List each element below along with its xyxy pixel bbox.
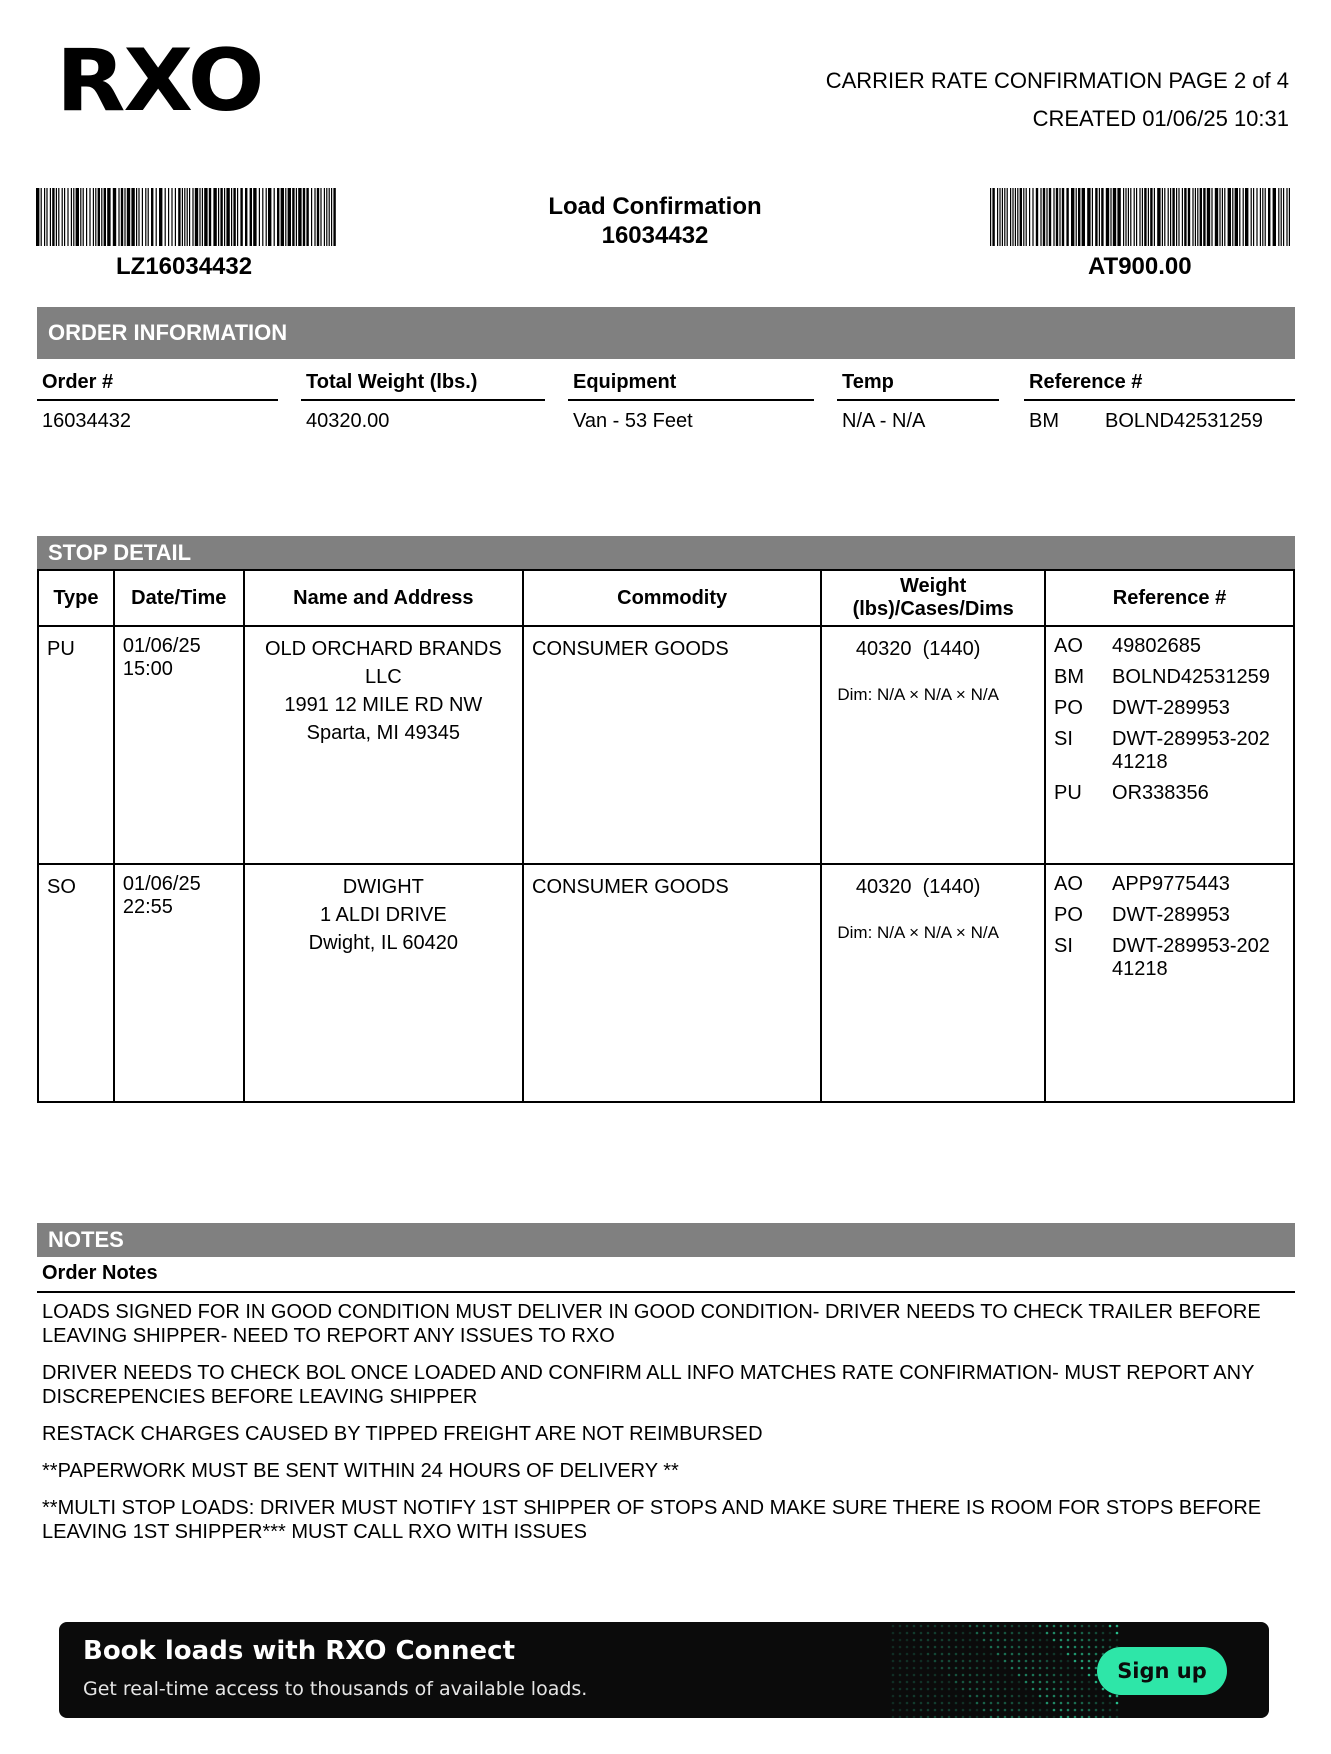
barcode-bar — [202, 188, 203, 246]
barcode-bar — [209, 188, 211, 246]
barcode-bar — [89, 188, 90, 246]
barcode-bar — [303, 188, 305, 246]
barcode-bar — [1154, 188, 1155, 246]
barcode-bar — [168, 188, 169, 246]
barcode-bar — [46, 188, 47, 246]
commodity-column-header: Commodity — [523, 570, 821, 626]
barcode-bar — [142, 188, 143, 246]
temp-value: N/A - N/A — [842, 410, 926, 432]
barcode-bar — [56, 188, 57, 246]
barcode-bar — [1222, 188, 1223, 246]
barcode-bar — [171, 188, 172, 246]
rxo-logo: RXO — [56, 31, 263, 131]
barcode-bar — [175, 188, 176, 246]
barcode-bar — [121, 188, 123, 246]
barcode-bar — [1232, 188, 1233, 246]
barcode-bar — [1200, 188, 1202, 246]
stop-name: OLD ORCHARD BRANDS LLC — [265, 638, 502, 688]
barcode-bar — [71, 188, 72, 246]
equipment-header: Equipment — [568, 371, 814, 401]
barcode-bar — [1059, 188, 1060, 246]
barcode-bar — [1113, 188, 1116, 246]
order-information-header: ORDER INFORMATION — [37, 307, 1295, 359]
barcode-bar — [52, 188, 54, 246]
barcode-right-label: AT900.00 — [1088, 253, 1192, 280]
barcode-bar — [178, 188, 180, 246]
barcode-bar — [1076, 188, 1077, 246]
barcode-bar — [80, 188, 81, 246]
barcode-bar — [1023, 188, 1024, 246]
barcode-bar — [1012, 188, 1013, 246]
stop-weight-value: 40320 (1440) — [855, 876, 981, 898]
barcode-bar — [1157, 188, 1160, 246]
barcode-bar — [136, 188, 137, 246]
barcode-bar — [1110, 188, 1111, 246]
barcode-bar — [131, 188, 134, 246]
barcode-bar — [326, 188, 327, 246]
barcode-bar — [1056, 188, 1058, 246]
reference-row — [1054, 697, 1285, 720]
reference-code: PO — [1054, 697, 1083, 719]
stop-name-address — [244, 864, 523, 1102]
barcode-bar — [98, 188, 100, 246]
reference-code: BM — [1029, 410, 1059, 432]
barcode-bar — [262, 188, 263, 246]
barcode-bar — [1144, 188, 1146, 246]
barcode-bar — [990, 188, 991, 246]
barcode-bar — [1053, 188, 1054, 246]
barcode-bar — [1281, 188, 1282, 246]
barcode-bar — [184, 188, 185, 246]
barcode-bar — [192, 188, 193, 246]
barcode-bar — [1207, 188, 1210, 246]
barcode-bar — [1117, 188, 1120, 246]
load-barcode-right — [990, 188, 1290, 246]
barcode-bar — [333, 188, 335, 246]
total-weight-value: 40320.00 — [306, 410, 390, 432]
barcode-bar — [113, 188, 116, 246]
barcode-bar — [226, 188, 229, 246]
barcode-bar — [288, 188, 291, 246]
reference-value: DWT-289953-20241218 — [1112, 728, 1270, 773]
reference-value: BOLND42531259 — [1105, 410, 1263, 432]
barcode-bar — [997, 188, 998, 246]
barcode-bar — [1017, 188, 1018, 246]
barcode-bar — [1099, 188, 1100, 246]
barcode-bar — [148, 188, 149, 246]
barcode-bar — [240, 188, 242, 246]
barcode-bar — [1123, 188, 1124, 246]
reference-column-header: Reference # — [1045, 570, 1294, 626]
stop-datetime — [114, 626, 244, 864]
order-notes-list — [42, 1300, 1292, 1557]
barcode-bar — [1197, 188, 1198, 246]
barcode-bar — [1004, 188, 1005, 246]
document-header — [826, 62, 1289, 138]
stop-references — [1045, 626, 1294, 864]
reference-code: PU — [1054, 782, 1082, 804]
barcode-bar — [1020, 188, 1022, 246]
barcode-bar — [1224, 188, 1225, 246]
barcode-bar — [1128, 188, 1129, 246]
stop-time: 15:00 — [122, 658, 173, 680]
barcode-bar — [253, 188, 256, 246]
banner-subtitle: Get real-time access to thousands of available loads. — [83, 1678, 588, 1700]
barcode-bar — [245, 188, 247, 246]
barcode-bar — [1010, 188, 1011, 246]
barcode-bar — [317, 188, 319, 246]
barcode-bar — [331, 188, 332, 246]
stop-references — [1045, 864, 1294, 1102]
load-confirmation-number: 16034432 — [601, 222, 709, 249]
barcode-bar — [259, 188, 260, 246]
weight-header-line2: (lbs)/Cases/Dims — [852, 598, 1014, 620]
barcode-bar — [1043, 188, 1045, 246]
barcode-bar — [1087, 188, 1090, 246]
barcode-bar — [1164, 188, 1165, 246]
reference-code: SI — [1054, 728, 1073, 750]
barcode-bar — [44, 188, 45, 246]
stop-address-line2: Dwight, IL 60420 — [308, 932, 459, 954]
stop-time: 22:55 — [122, 896, 173, 918]
barcode-bar — [1150, 188, 1152, 246]
barcode-bar — [1245, 188, 1248, 246]
barcode-bar — [1286, 188, 1287, 246]
barcode-bar — [1162, 188, 1163, 246]
order-number-value: 16034432 — [42, 410, 131, 432]
barcode-bar — [182, 188, 183, 246]
barcode-bar — [1136, 188, 1137, 246]
note-item: **MULTI STOP LOADS: DRIVER MUST NOTIFY 1ST SHIPPER OF STOPS AND MAKE SURE THERE IS ROOM FOR STOPS BEFORE LEAVING 1ST SHIPPER*** MUST CALL RXO WITH ISSUES — [42, 1497, 1262, 1543]
stop-weight — [821, 864, 1045, 1102]
barcode-bar — [41, 188, 42, 246]
barcode-bar — [1178, 188, 1179, 246]
stop-detail-table — [37, 569, 1295, 1103]
barcode-bar — [104, 188, 106, 246]
barcode-bar — [86, 188, 87, 246]
barcode-bar — [1007, 188, 1008, 246]
barcode-bar — [1262, 188, 1263, 246]
barcode-bar — [1036, 188, 1038, 246]
barcode-bar — [1142, 188, 1143, 246]
barcode-bar — [1265, 188, 1266, 246]
barcode-bar — [62, 188, 63, 246]
barcode-bar — [1029, 188, 1030, 246]
barcode-bar — [1015, 188, 1016, 246]
reference-row — [1054, 904, 1285, 927]
barcode-bar — [298, 188, 301, 246]
barcode-bar — [73, 188, 74, 246]
reference-value: DWT-289953 — [1112, 697, 1230, 719]
barcode-bar — [1188, 188, 1190, 246]
barcode-bar — [165, 188, 166, 246]
barcode-bar — [1192, 188, 1193, 246]
barcode-bar — [1062, 188, 1064, 246]
reference-row — [1054, 728, 1285, 774]
barcode-bar — [266, 188, 267, 246]
stop-commodity: CONSUMER GOODS — [523, 864, 821, 1102]
barcode-bar — [320, 188, 321, 246]
barcode-bar — [324, 188, 325, 246]
stop-address-line1: 1 ALDI DRIVE — [319, 904, 447, 926]
barcode-bar — [281, 188, 284, 246]
reference-code: SI — [1054, 935, 1073, 957]
barcode-bar — [233, 188, 235, 246]
rxo-connect-banner[interactable] — [59, 1622, 1269, 1718]
barcode-bar — [1134, 188, 1135, 246]
created-timestamp: CREATED 01/06/25 10:31 — [1032, 106, 1289, 131]
barcode-bar — [1040, 188, 1041, 246]
barcode-bar — [1148, 188, 1149, 246]
barcode-bar — [93, 188, 94, 246]
barcode-bar — [1228, 188, 1231, 246]
reference-row — [1054, 666, 1285, 689]
barcode-bar — [220, 188, 222, 246]
reference-value: BOLND42531259 — [1112, 666, 1270, 688]
barcode-bar — [1130, 188, 1131, 246]
barcode-bar — [159, 188, 162, 246]
barcode-left-label: LZ16034432 — [116, 253, 253, 280]
barcode-bar — [1184, 188, 1186, 246]
reference-header: Reference # — [1024, 371, 1295, 401]
reference-row — [1054, 935, 1285, 981]
barcode-bar — [213, 188, 216, 246]
barcode-bar — [1289, 188, 1290, 246]
type-column-header: Type — [38, 570, 114, 626]
total-weight-header: Total Weight (lbs.) — [301, 371, 545, 401]
weight-column-header — [821, 570, 1045, 626]
barcode-bar — [292, 188, 294, 246]
reference-value: OR338356 — [1112, 782, 1209, 804]
banner-title: Book loads with RXO Connect — [83, 1636, 515, 1666]
barcode-bar — [237, 188, 238, 246]
barcode-bar — [1078, 188, 1080, 246]
notes-header: NOTES — [37, 1223, 1295, 1257]
barcode-bar — [1139, 188, 1140, 246]
reference-value: DWT-289953 — [1112, 904, 1230, 926]
barcode-bar — [306, 188, 308, 246]
barcode-bar — [1095, 188, 1097, 246]
barcode-bar — [1125, 188, 1126, 246]
barcode-bar — [1032, 188, 1033, 246]
barcode-bar — [231, 188, 232, 246]
barcode-bar — [1071, 188, 1074, 246]
barcode-bar — [204, 188, 207, 246]
barcode-bar — [64, 188, 65, 246]
barcode-bar — [268, 188, 271, 246]
barcode-bar — [1256, 188, 1257, 246]
stop-type: SO — [38, 864, 114, 1102]
barcode-bar — [195, 188, 198, 246]
stop-address-line2: Sparta, MI 49345 — [306, 722, 461, 744]
reference-code: PO — [1054, 904, 1083, 926]
stop-type: PU — [38, 626, 114, 864]
barcode-bar — [1082, 188, 1085, 246]
barcode-bar — [151, 188, 153, 246]
barcode-bar — [107, 188, 110, 246]
barcode-bar — [1278, 188, 1279, 246]
barcode-bar — [1211, 188, 1212, 246]
barcode-bar — [314, 188, 315, 246]
stop-name-address — [244, 626, 523, 864]
barcode-bar — [1219, 188, 1220, 246]
stop-weight-value: 40320 (1440) — [855, 638, 981, 660]
stop-detail-header: STOP DETAIL — [37, 536, 1295, 569]
reference-row — [1054, 782, 1285, 805]
reference-code: AO — [1054, 635, 1083, 657]
barcode-bar — [218, 188, 219, 246]
barcode-bar — [1092, 188, 1093, 246]
barcode-bar — [1243, 188, 1244, 246]
temp-header: Temp — [837, 371, 999, 401]
barcode-bar — [296, 188, 297, 246]
note-item: LOADS SIGNED FOR IN GOOD CONDITION MUST DELIVER IN GOOD CONDITION- DRIVER NEEDS TO CHECK TRAILER BEFORE LEAVING SHIPPER- NEED TO REPORT ANY ISSUES TO RXO — [42, 1301, 1261, 1347]
barcode-bar — [1106, 188, 1109, 246]
note-item: RESTACK CHARGES CAUSED BY TIPPED FREIGHT ARE NOT REIMBURSED — [42, 1423, 763, 1445]
barcode-bar — [67, 188, 68, 246]
barcode-bar — [1239, 188, 1240, 246]
datetime-column-header: Date/Time — [114, 570, 244, 626]
barcode-bar — [1101, 188, 1103, 246]
weight-header-line1: Weight — [900, 575, 967, 597]
barcode-bar — [1235, 188, 1238, 246]
barcode-bar — [95, 188, 96, 246]
sign-up-button[interactable]: Sign up — [1097, 1647, 1227, 1695]
barcode-bar — [1066, 188, 1068, 246]
table-row — [38, 864, 1294, 1102]
stop-dims: Dim: N/A × N/A × N/A — [837, 685, 999, 704]
barcode-bar — [1176, 188, 1177, 246]
barcode-bar — [127, 188, 130, 246]
barcode-bar — [1251, 188, 1252, 246]
barcode-bar — [199, 188, 200, 246]
note-item: DRIVER NEEDS TO CHECK BOL ONCE LOADED AND CONFIRM ALL INFO MATCHES RATE CONFIRMATION- MUST REPORT ANY DISCREPENCIES BEFORE LEAVING SHIPPER — [42, 1362, 1255, 1408]
load-barcode-left — [36, 188, 336, 246]
name-address-column-header: Name and Address — [244, 570, 523, 626]
barcode-bar — [992, 188, 994, 246]
barcode-bar — [156, 188, 157, 246]
barcode-bar — [124, 188, 125, 246]
barcode-bar — [1283, 188, 1284, 246]
barcode-bar — [1215, 188, 1218, 246]
barcode-bar — [189, 188, 190, 246]
barcode-bar — [311, 188, 312, 246]
stop-weight — [821, 626, 1045, 864]
load-confirmation-title — [440, 192, 870, 250]
barcode-bar — [1195, 188, 1196, 246]
barcode-bar — [1182, 188, 1183, 246]
barcode-bar — [1203, 188, 1205, 246]
barcode-bar — [1170, 188, 1171, 246]
barcode-bar — [76, 188, 79, 246]
barcode-bar — [1168, 188, 1169, 246]
barcode-bar — [1002, 188, 1003, 246]
barcode-bar — [1253, 188, 1254, 246]
barcode-bar — [329, 188, 330, 246]
barcode-bar — [1172, 188, 1174, 246]
barcode-bar — [277, 188, 279, 246]
barcode-bar — [1046, 188, 1047, 246]
page-title: CARRIER RATE CONFIRMATION PAGE 2 of 4 — [825, 68, 1289, 93]
reference-code: BM — [1054, 666, 1085, 688]
stop-table-header-row — [38, 570, 1294, 626]
order-notes-subtitle: Order Notes — [37, 1262, 1295, 1293]
stop-date: 01/06/25 — [122, 635, 201, 657]
reference-value: 49802685 — [1112, 635, 1201, 657]
barcode-bar — [145, 188, 146, 246]
reference-row — [1054, 635, 1285, 658]
barcode-bar — [58, 188, 59, 246]
equipment-value: Van - 53 Feet — [573, 410, 693, 432]
load-confirmation-label: Load Confirmation — [548, 193, 762, 220]
stop-date: 01/06/25 — [122, 873, 201, 895]
reference-code: AO — [1054, 873, 1083, 895]
barcode-bar — [36, 188, 39, 246]
dot-pattern-decoration — [889, 1622, 1119, 1718]
barcode-bar — [1260, 188, 1261, 246]
barcode-bar — [1026, 188, 1027, 246]
barcode-bar — [138, 188, 139, 246]
barcode-bar — [250, 188, 252, 246]
stop-address-line1: 1991 12 MILE RD NW — [284, 694, 483, 716]
note-item: **PAPERWORK MUST BE SENT WITHIN 24 HOURS OF DELIVERY ** — [42, 1460, 679, 1482]
reference-row — [1054, 873, 1285, 896]
barcode-bar — [224, 188, 225, 246]
barcode-bar — [1268, 188, 1270, 246]
reference-value: APP9775443 — [1112, 873, 1230, 895]
barcode-bar — [83, 188, 84, 246]
barcode-bar — [274, 188, 275, 246]
barcode-bar — [999, 188, 1000, 246]
stop-datetime — [114, 864, 244, 1102]
barcode-bar — [118, 188, 119, 246]
stop-commodity: CONSUMER GOODS — [523, 626, 821, 864]
stop-name: DWIGHT — [342, 876, 424, 898]
barcode-bar — [1049, 188, 1051, 246]
barcode-bar — [50, 188, 51, 246]
stop-dims: Dim: N/A × N/A × N/A — [837, 923, 999, 942]
table-row — [38, 626, 1294, 864]
barcode-bar — [1273, 188, 1276, 246]
order-number-header: Order # — [37, 371, 278, 401]
barcode-bar — [101, 188, 102, 246]
reference-value: DWT-289953-20241218 — [1112, 935, 1270, 980]
barcode-bar — [285, 188, 286, 246]
barcode-bar — [187, 188, 188, 246]
